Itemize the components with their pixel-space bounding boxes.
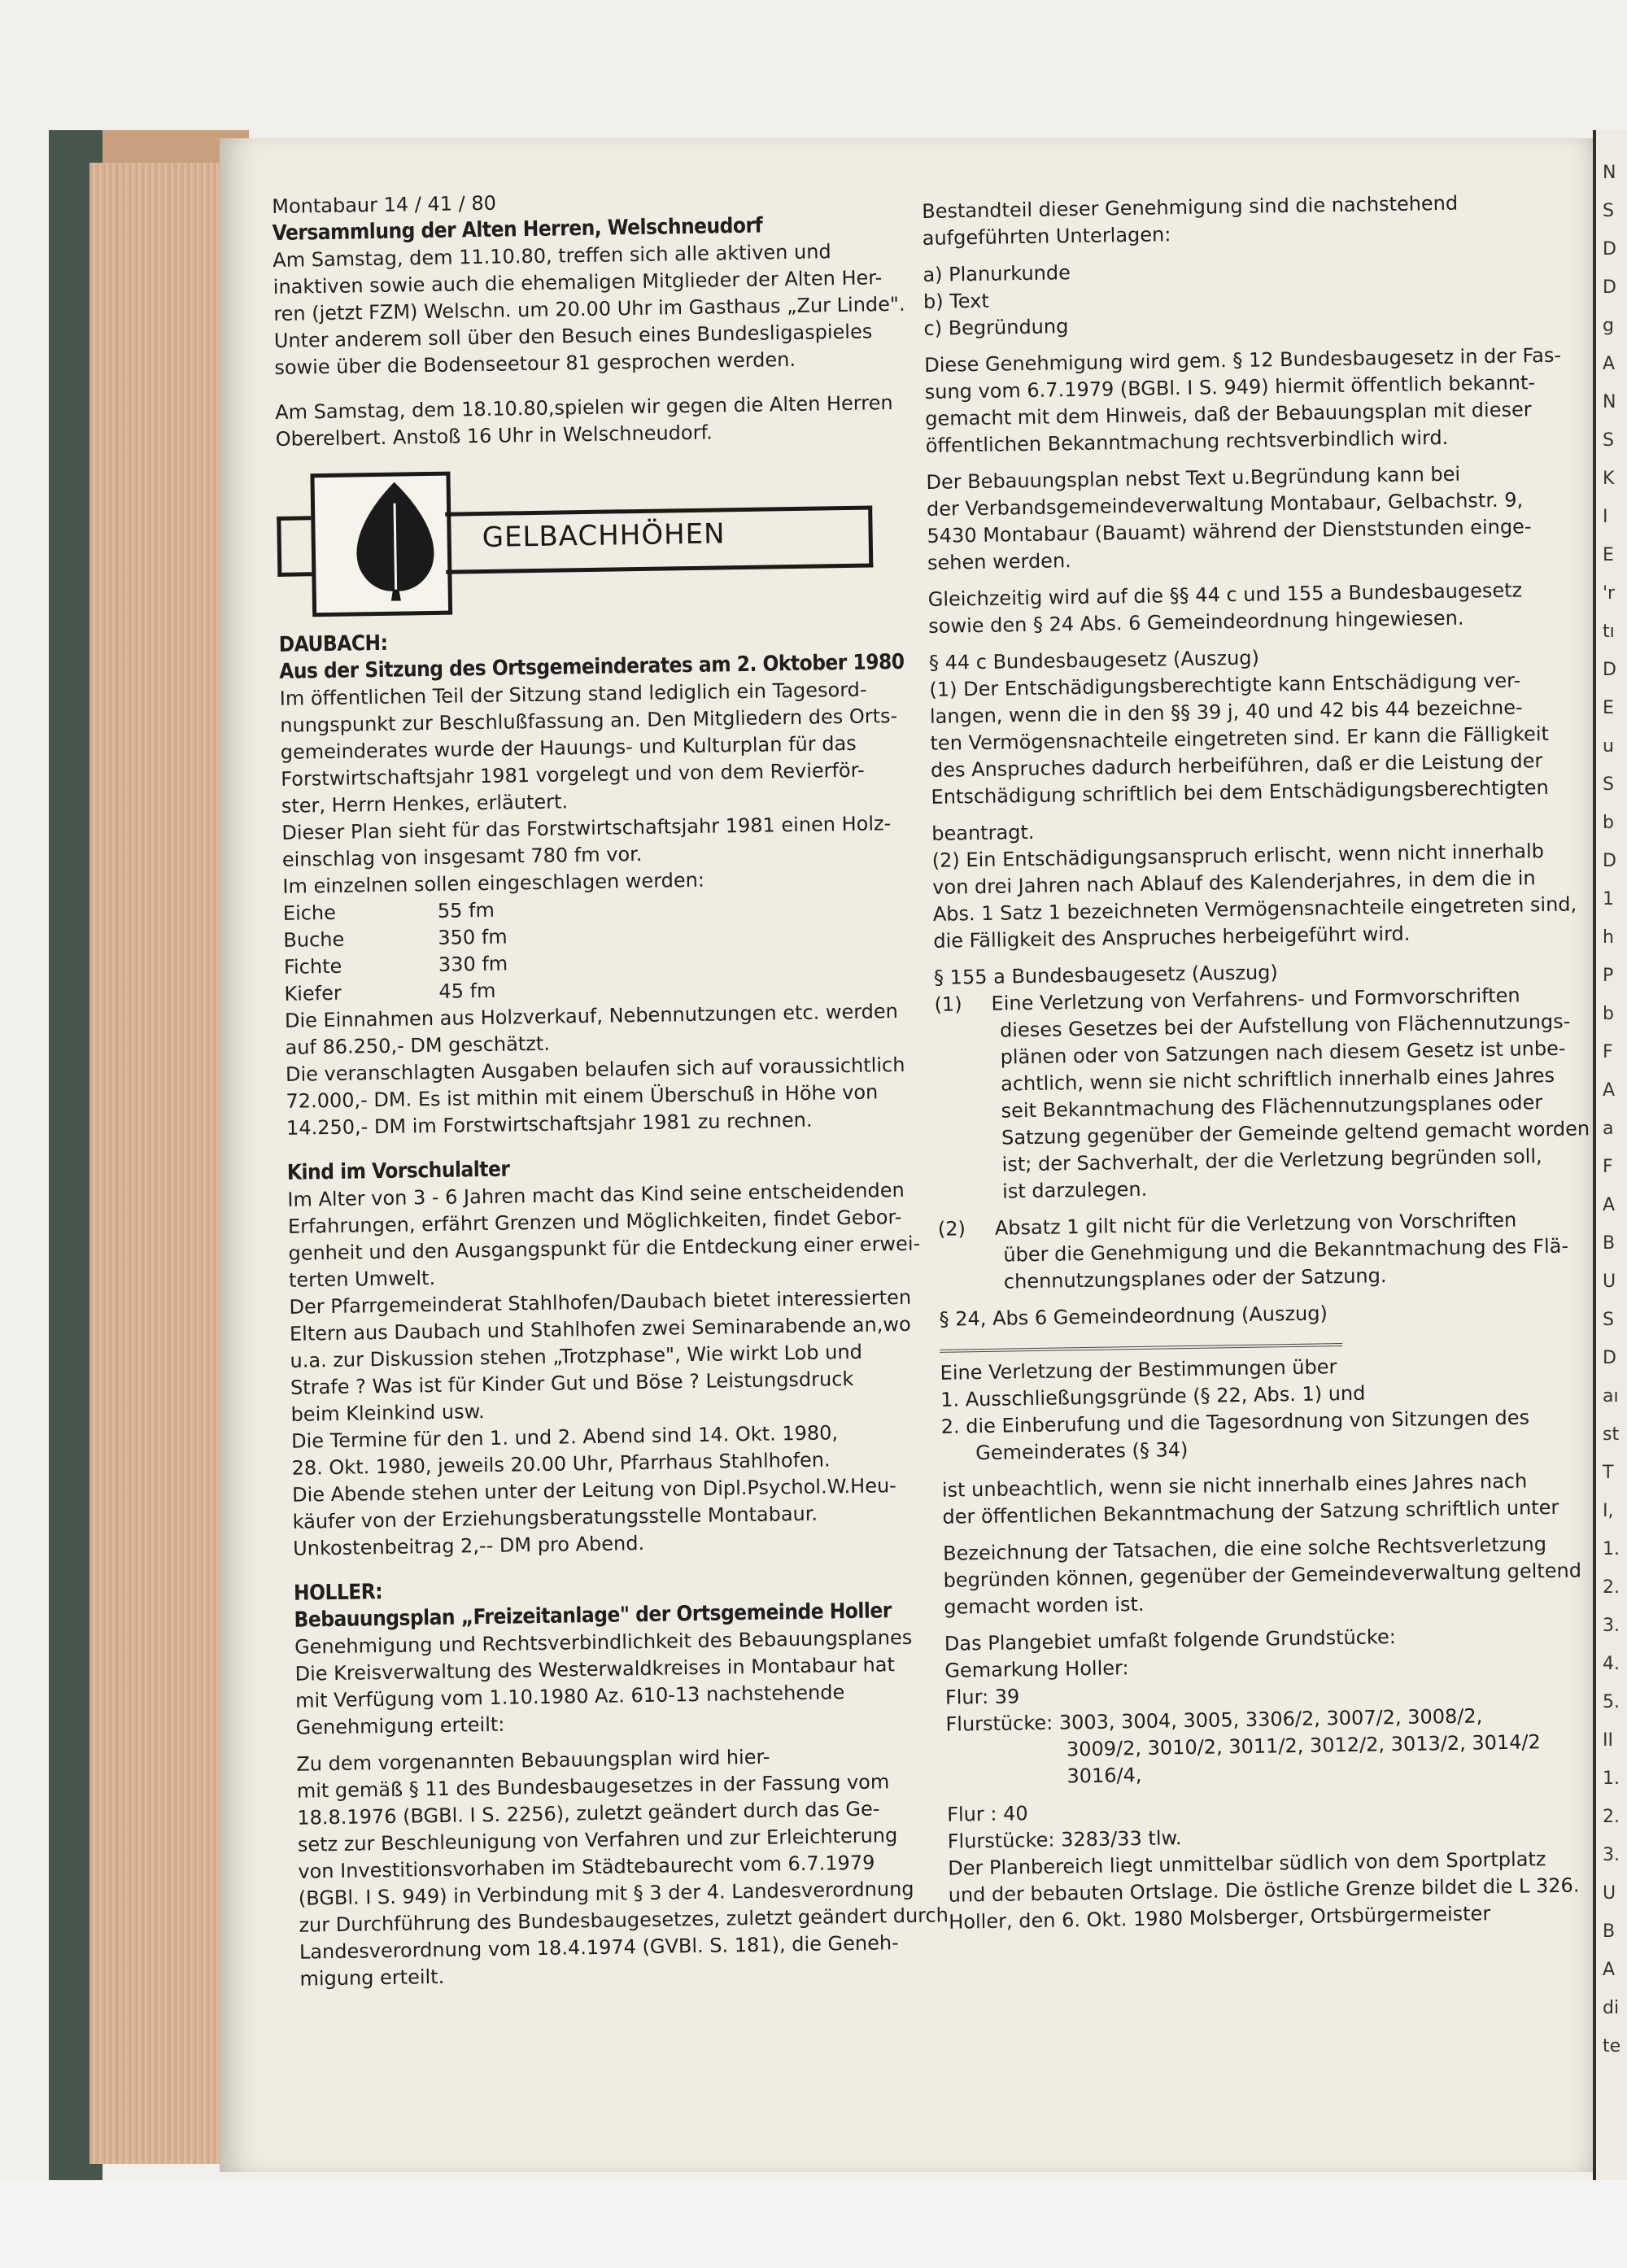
next-page-fragment: b	[1603, 1004, 1614, 1024]
leaf-icon	[346, 478, 445, 602]
wood-type: Buche	[283, 927, 345, 952]
next-page-fragment: b	[1603, 813, 1614, 833]
text-line: Die Kreisverwaltung des Westerwaldkreises in Montabaur hat	[294, 1653, 896, 1686]
next-page-fragment: U	[1603, 1271, 1616, 1292]
paragraph-44c	[929, 640, 1574, 811]
next-page-fragment: T	[1603, 1463, 1614, 1483]
text-line: Holler, den 6. Okt. 1980 Molsberger, Ortsbürgermeister	[949, 1902, 1491, 1934]
section-title-bebauungsplan: Bebauungsplan „Freizeitanlage" der Ortsgemeinde Holler	[294, 1599, 892, 1633]
text-line: mit gemäß § 11 des Bundesbaugesetzes in der Fassung vom	[296, 1770, 890, 1803]
text-line: achtlich, wenn sie nicht schriftlich innerhalb eines Jahres	[1000, 1063, 1555, 1096]
paragraph-einnahmen	[285, 998, 921, 1142]
flurstuecke-3: 3016/4,	[1066, 1763, 1142, 1788]
text-line: migung erteilt.	[299, 1965, 445, 1991]
next-page-fragment: B	[1603, 1233, 1616, 1254]
next-page-fragment: A	[1603, 1960, 1616, 1980]
text-line: Forstwirtschaftsjahr 1981 vorgelegt und von dem Revierför-	[281, 758, 865, 791]
paragraph-hinweis	[927, 577, 1571, 640]
text-line: genheit und den Ausgangspunkt für die Entdeckung einer erwei-	[288, 1232, 921, 1265]
next-page-fragment: 1.	[1603, 1769, 1620, 1789]
text-line: die Fälligkeit des Anspruches herbeigeführt wird.	[933, 922, 1411, 953]
text-line: Am Samstag, dem 11.10.80, treffen sich alle aktiven und	[273, 240, 831, 272]
wood-amount: 45 fm	[438, 979, 496, 1003]
text-line: der Verbandsgemeindeverwaltung Montabaur, Gelbachstr. 9,	[926, 488, 1524, 521]
paragraph-planbereich	[947, 1791, 1591, 1935]
text-line: Satzung gegenüber der Gemeinde geltend gemacht worden	[1001, 1117, 1590, 1149]
next-page-fragment: 'r	[1603, 583, 1616, 604]
text-line: der öffentlichen Bekanntmachung der Satzung schriftlich unter	[942, 1495, 1559, 1529]
next-page-fragment: A	[1603, 354, 1616, 374]
heading-24: § 24, Abs 6 Gemeindeordnung (Auszug)	[939, 1302, 1328, 1331]
next-page-fragment: B	[1603, 1921, 1616, 1942]
next-page-fragment: A	[1603, 1195, 1616, 1215]
paragraph-24-sub: Gemeinderates (§ 34)	[975, 1438, 1189, 1465]
text-line: zur Durchführung des Bundesbaugesetzes, zuletzt geändert durch	[299, 1904, 949, 1937]
wood-table	[283, 891, 919, 1008]
next-page-fragment: aı	[1603, 1386, 1619, 1407]
paragraph-vorgenannt	[296, 1742, 949, 1993]
next-page-fragment: S	[1603, 430, 1614, 451]
text-line: und der bebauten Ortslage. Die östliche Grenze bildet die L 326.	[948, 1873, 1580, 1907]
paragraph-plangebiet	[944, 1620, 1588, 1711]
text-line: von drei Jahren nach Ablauf des Kalenderjahres, in dem die in	[932, 866, 1536, 899]
text-line: Diese Genehmigung wird gem. § 12 Bundesbaugesetz in der Fas-	[924, 343, 1562, 377]
text-line: Die Abende stehen unter der Leitung von Dipl.Psychol.W.Heu-	[291, 1474, 897, 1507]
left-column	[272, 184, 949, 1993]
text-line: Flur: 39	[944, 1685, 1020, 1709]
text-line: § 44 c Bundesbaugesetz (Auszug)	[928, 646, 1260, 674]
text-line: Genehmigung und Rechtsverbindlichkeit des Bebauungsplanes	[294, 1625, 913, 1659]
paragraph-sitzung	[280, 676, 918, 901]
next-page-fragment: 5.	[1603, 1692, 1620, 1712]
text-line: Im einzelnen sollen eingeschlagen werden:	[282, 868, 705, 898]
text-line: Der Bebauungsplan nebst Text u.Begründung kann bei	[926, 462, 1461, 494]
text-line: Die Termine für den 1. und 2. Abend sind 14. Okt. 1980,	[290, 1421, 839, 1453]
next-page-fragment: tı	[1603, 622, 1615, 642]
text-line: ren (jetzt FZM) Welschn. um 20.00 Uhr im Gasthaus „Zur Linde".	[273, 292, 905, 325]
next-page-fragment: g	[1603, 316, 1614, 336]
paragraph-einsicht	[926, 460, 1570, 577]
text-line: Strafe ? Was ist für Kinder Gut und Böse ? Leistungsdruck	[290, 1367, 854, 1399]
clause-155a-1: (1) Eine Verletzung von Verfahrens- und Formvorschriften	[934, 984, 1520, 1016]
text-line: 72.000,- DM. Es ist mithin mit einem Überschuß in Höhe von	[286, 1080, 879, 1113]
next-page-fragment: F	[1603, 1157, 1613, 1177]
text-line: 2. die Einberufung und die Tagesordnung von Sitzungen des	[940, 1406, 1530, 1438]
next-page-fragment: A	[1603, 1080, 1616, 1101]
next-page-fragment: II	[1603, 1730, 1613, 1751]
text-line: gemeinderates wurde der Hauungs- und Kulturplan für das	[280, 731, 857, 764]
wood-amount: 350 fm	[438, 925, 508, 949]
next-page-fragment: D	[1603, 239, 1616, 260]
next-page-fragment: D	[1603, 660, 1616, 680]
text-line: Erfahrungen, erfährt Grenzen und Möglichkeiten, findet Gebor-	[287, 1205, 902, 1238]
text-line: dieses Gesetzes bei der Aufstellung von Flächennutzungs-	[999, 1010, 1571, 1042]
wood-type: Fichte	[283, 954, 342, 979]
text-line: einschlag von insgesamt 780 fm vor.	[281, 842, 643, 871]
clause-155a-2-body	[938, 1232, 1581, 1296]
paragraph-44c-2	[931, 810, 1576, 954]
text-line: von Investitionsvorhaben im Städtebaurecht vom 6.7.1979	[298, 1851, 875, 1883]
next-page-fragment: N	[1603, 163, 1616, 183]
text-line: gemacht worden ist.	[943, 1592, 1145, 1619]
text-line: b) Text	[923, 289, 989, 313]
text-line: Im öffentlichen Teil der Sitzung stand lediglich ein Tagesord-	[279, 678, 867, 710]
text-line: setz zur Beschleunigung von Verfahren und zur Erleichterung	[297, 1824, 898, 1856]
next-page-fragment: P	[1603, 966, 1614, 986]
gelbachhoehen-logo	[276, 465, 882, 613]
wood-amount: 55 fm	[437, 898, 495, 922]
paragraph-versammlung	[273, 238, 909, 382]
text-line: begründen können, gegenüber der Gemeindeverwaltung geltend	[943, 1559, 1582, 1592]
text-line: Im Alter von 3 - 6 Jahren macht das Kind seine entscheidenden	[287, 1178, 905, 1211]
text-line: 5430 Montabaur (Bauamt) während der Dienststunden einge-	[927, 515, 1532, 547]
text-line: 1. Ausschließungsgründe (§ 22, Abs. 1) und	[940, 1381, 1366, 1411]
text-line: ist unbeachtlich, wenn sie nicht innerhalb eines Jahres nach	[941, 1469, 1528, 1502]
wood-type: Eiche	[282, 901, 337, 925]
paragraph-genehmigung	[294, 1625, 931, 1742]
text-line: 18.8.1976 (BGBl. I S. 2256), zuletzt geändert durch das Ge-	[297, 1797, 880, 1830]
text-line: sowie über die Bodenseetour 81 gesprochen werden.	[274, 347, 796, 379]
right-column	[922, 189, 1591, 1936]
text-line: (BGBl. I S. 949) in Verbindung mit § 3 der 4. Landesverordnung	[298, 1877, 914, 1910]
text-line: Gemarkung Holler:	[944, 1656, 1129, 1682]
section-title-versammlung: Versammlung der Alten Herren, Welschneudorf	[272, 213, 763, 246]
next-page-fragment: E	[1603, 698, 1614, 718]
text-line: auf 86.250,- DM geschätzt.	[285, 1032, 551, 1059]
next-page-fragment: D	[1603, 1348, 1616, 1368]
text-line: Abs. 1 Satz 1 bezeichneten Vermögensnachteile eingetreten sind,	[932, 892, 1577, 926]
next-page-fragment: D	[1603, 277, 1616, 298]
paragraph-bestandteil	[922, 189, 1565, 252]
text-line: nungspunkt zur Beschlußfassung an. Den Mitgliedern des Orts-	[280, 704, 898, 737]
text-line: Die Einnahmen aus Holzverkauf, Nebennutzungen etc. werden	[284, 1000, 899, 1032]
place-heading-daubach: DAUBACH:	[278, 630, 388, 657]
section-title-vorschulalter: Kind im Vorschulalter	[286, 1157, 510, 1185]
clause-155a-1-body	[935, 1008, 1590, 1206]
text-line: ten Vermögensnachteile eingetreten sind. Er kann die Fälligkeit	[930, 722, 1550, 755]
text-line: Genehmigung erteilt:	[295, 1712, 505, 1739]
text-line: beantragt.	[931, 820, 1035, 845]
next-page-fragment: I,	[1603, 1501, 1614, 1521]
heading-155a: § 155 a Bundesbaugesetz (Auszug)	[933, 961, 1278, 989]
next-page-fragment: S	[1603, 1310, 1614, 1330]
text-line: ist; der Sachverhalt, der die Verletzung begründen soll,	[1001, 1145, 1542, 1176]
text-line: Oberelbert. Anstoß 16 Uhr in Welschneudorf.	[275, 421, 713, 451]
next-page-fragment: 1	[1603, 889, 1614, 909]
paragraph-24	[940, 1350, 1583, 1440]
text-line: ist darzulegen.	[1001, 1177, 1148, 1203]
section-title-sitzung: Aus der Sitzung des Ortsgemeinderates am 2. Oktober 1980	[279, 649, 905, 684]
wood-amount: 330 fm	[438, 952, 508, 976]
next-page-fragment: S	[1603, 774, 1614, 795]
next-page-fragment: 2.	[1603, 1577, 1620, 1598]
text-line: gemacht mit dem Hinweis, daß der Bebauungsplan mit dieser	[925, 398, 1532, 430]
text-line: (1) Der Entschädigungsberechtigte kann Entschädigung ver-	[929, 669, 1521, 701]
next-page-fragment: u	[1603, 736, 1614, 757]
paragraph-spiel	[275, 390, 910, 453]
text-line: Flur : 40	[946, 1802, 1028, 1826]
place-heading-holler: HOLLER:	[293, 1580, 383, 1606]
next-page-fragment: st	[1603, 1424, 1620, 1445]
text-line: Eine Verletzung der Bestimmungen über	[940, 1355, 1337, 1385]
text-line: (2) Ein Entschädigungsanspruch erlischt, wenn nicht innerhalb	[931, 840, 1545, 872]
text-line: Unkostenbeitrag 2,-- DM pro Abend.	[292, 1532, 645, 1560]
next-page-fragment: N	[1603, 392, 1616, 412]
next-page-fragment: 1.	[1603, 1539, 1620, 1559]
text-line: Eltern aus Daubach und Stahlhofen zwei Seminarabende an,wo	[289, 1312, 911, 1346]
text-line: ster, Herrn Henkes, erläutert.	[281, 790, 569, 818]
text-line: Flurstücke: 3283/33 tlw.	[947, 1826, 1182, 1853]
next-page-fragment: K	[1603, 469, 1615, 489]
paragraph-bekanntmachung	[924, 342, 1568, 460]
text-line: 28. Okt. 1980, jeweils 20.00 Uhr, Pfarrhaus Stahlhofen.	[291, 1448, 831, 1480]
paragraph-tatsachen	[943, 1530, 1586, 1620]
reference-number: Montabaur 14 / 41 / 80	[272, 191, 497, 218]
next-page-fragment: E	[1603, 545, 1614, 565]
text-line: u.a. zur Diskussion stehen „Trotzphase", Wie wirkt Lob und	[290, 1340, 863, 1372]
next-page-fragment: 2.	[1603, 1807, 1620, 1827]
text-line: Entschädigung schriftlich bei dem Entschädigungsberechtigten	[931, 775, 1549, 809]
next-page-fragment: te	[1603, 2036, 1621, 2056]
next-page-edge	[1593, 130, 1627, 2180]
text-line: seit Bekanntmachung des Flächennutzungsplanes oder	[1001, 1091, 1543, 1123]
text-line: Zu dem vorgenannten Bebauungsplan wird hier-	[296, 1745, 770, 1776]
text-line: Dieser Plan sieht für das Forstwirtschaftsjahr 1981 einen Holz-	[281, 812, 892, 844]
next-page-fragment: U	[1603, 1883, 1616, 1904]
next-page-fragment: 3.	[1603, 1616, 1620, 1636]
text-line: Am Samstag, dem 18.10.80,spielen wir gegen die Alten Herren	[275, 391, 893, 424]
page-edges	[89, 163, 228, 2164]
text-line: des Anspruches dadurch herbeiführen, daß er die Leistung der	[930, 749, 1543, 782]
text-line: chennutzungsplanes oder der Satzung.	[1003, 1264, 1387, 1293]
text-line: Der Planbereich liegt unmittelbar südlich von dem Sportplatz	[948, 1847, 1546, 1880]
next-page-fragment: a	[1603, 1119, 1614, 1139]
text-line: aufgeführten Unterlagen:	[922, 223, 1171, 250]
next-page-fragment: 4.	[1603, 1654, 1620, 1674]
text-line: beim Kleinkind usw.	[290, 1400, 485, 1426]
text-line: mit Verfügung vom 1.10.1980 Az. 610-13 nachstehende	[294, 1681, 845, 1712]
text-line: Der Pfarrgemeinderat Stahlhofen/Daubach bietet interessierten	[289, 1285, 912, 1319]
text-line: Die veranschlagten Ausgaben belaufen sich auf voraussichtlich	[285, 1053, 905, 1086]
text-line: terten Umwelt.	[288, 1267, 436, 1292]
text-line: Gleichzeitig wird auf die §§ 44 c und 155 a Bundesbaugesetz	[927, 578, 1523, 611]
next-page-fragment: h	[1603, 927, 1614, 948]
text-line: Unter anderem soll über den Besuch eines Bundesligaspieles	[273, 320, 873, 352]
text-line: Bezeichnung der Tatsachen, die eine solche Rechtsverletzung	[942, 1533, 1547, 1565]
flurstuecke-2: 3009/2, 3010/2, 3011/2, 3012/2, 3013/2, 3014/2	[1066, 1730, 1542, 1761]
text-line: inaktiven sowie auch die ehemaligen Mitglieder der Alten Her-	[273, 266, 883, 299]
text-line: a) Planurkunde	[923, 261, 1071, 286]
text-line: plänen oder von Satzungen nach diesem Gesetz ist unbe-	[1000, 1036, 1566, 1069]
text-line: sehen werden.	[927, 549, 1072, 574]
next-page-fragment: 3.	[1603, 1845, 1620, 1865]
logo-text: GELBACHHÖHEN	[482, 517, 726, 554]
scan-background	[0, 2180, 1627, 2268]
next-page-fragment: D	[1603, 851, 1616, 871]
text-line: langen, wenn die in den §§ 39 j, 40 und 42 bis 44 bezeichne-	[929, 696, 1523, 728]
paragraph-24-tail	[942, 1467, 1586, 1530]
text-line: über die Genehmigung und die Bekanntmachung des Flä-	[1003, 1234, 1569, 1267]
text-line: 14.250,- DM im Forstwirtschaftsjahr 1981 zu rechnen.	[286, 1108, 813, 1140]
next-page-fragment: S	[1603, 201, 1614, 221]
paragraph-vorschulalter	[287, 1177, 927, 1563]
flurstuecke-1: Flurstücke: 3003, 3004, 3005, 3306/2, 3007/2, 3008/2,	[945, 1704, 1483, 1736]
next-page-fragment: di	[1603, 1998, 1620, 2018]
text-line: öffentlichen Bekanntmachung rechtsverbindlich wird.	[925, 425, 1449, 457]
text-line: sowie den § 24 Abs. 6 Gemeindeordnung hingewiesen.	[928, 606, 1464, 638]
text-line: käufer von der Erziehungsberatungsstelle Montabaur.	[292, 1502, 818, 1533]
next-page-fragment: F	[1603, 1042, 1613, 1062]
next-page-fragment: I	[1603, 507, 1608, 527]
list-unterlagen	[923, 252, 1566, 342]
clause-155a-2: (2) Absatz 1 gilt nicht für die Verletzung von Vorschriften	[937, 1208, 1517, 1241]
text-line: Landesverordnung vom 18.4.1974 (GVBl. S. 181), die Geneh-	[299, 1931, 899, 1964]
text-line: c) Begründung	[923, 315, 1069, 340]
text-line: Bestandteil dieser Genehmigung sind die nachstehend	[922, 191, 1459, 223]
text-line: Das Plangebiet umfaßt folgende Grundstücke:	[944, 1625, 1397, 1655]
text-line: sung vom 6.7.1979 (BGBl. I S. 949) hiermit öffentlich bekannt-	[924, 371, 1536, 403]
wood-type: Kiefer	[284, 981, 342, 1005]
